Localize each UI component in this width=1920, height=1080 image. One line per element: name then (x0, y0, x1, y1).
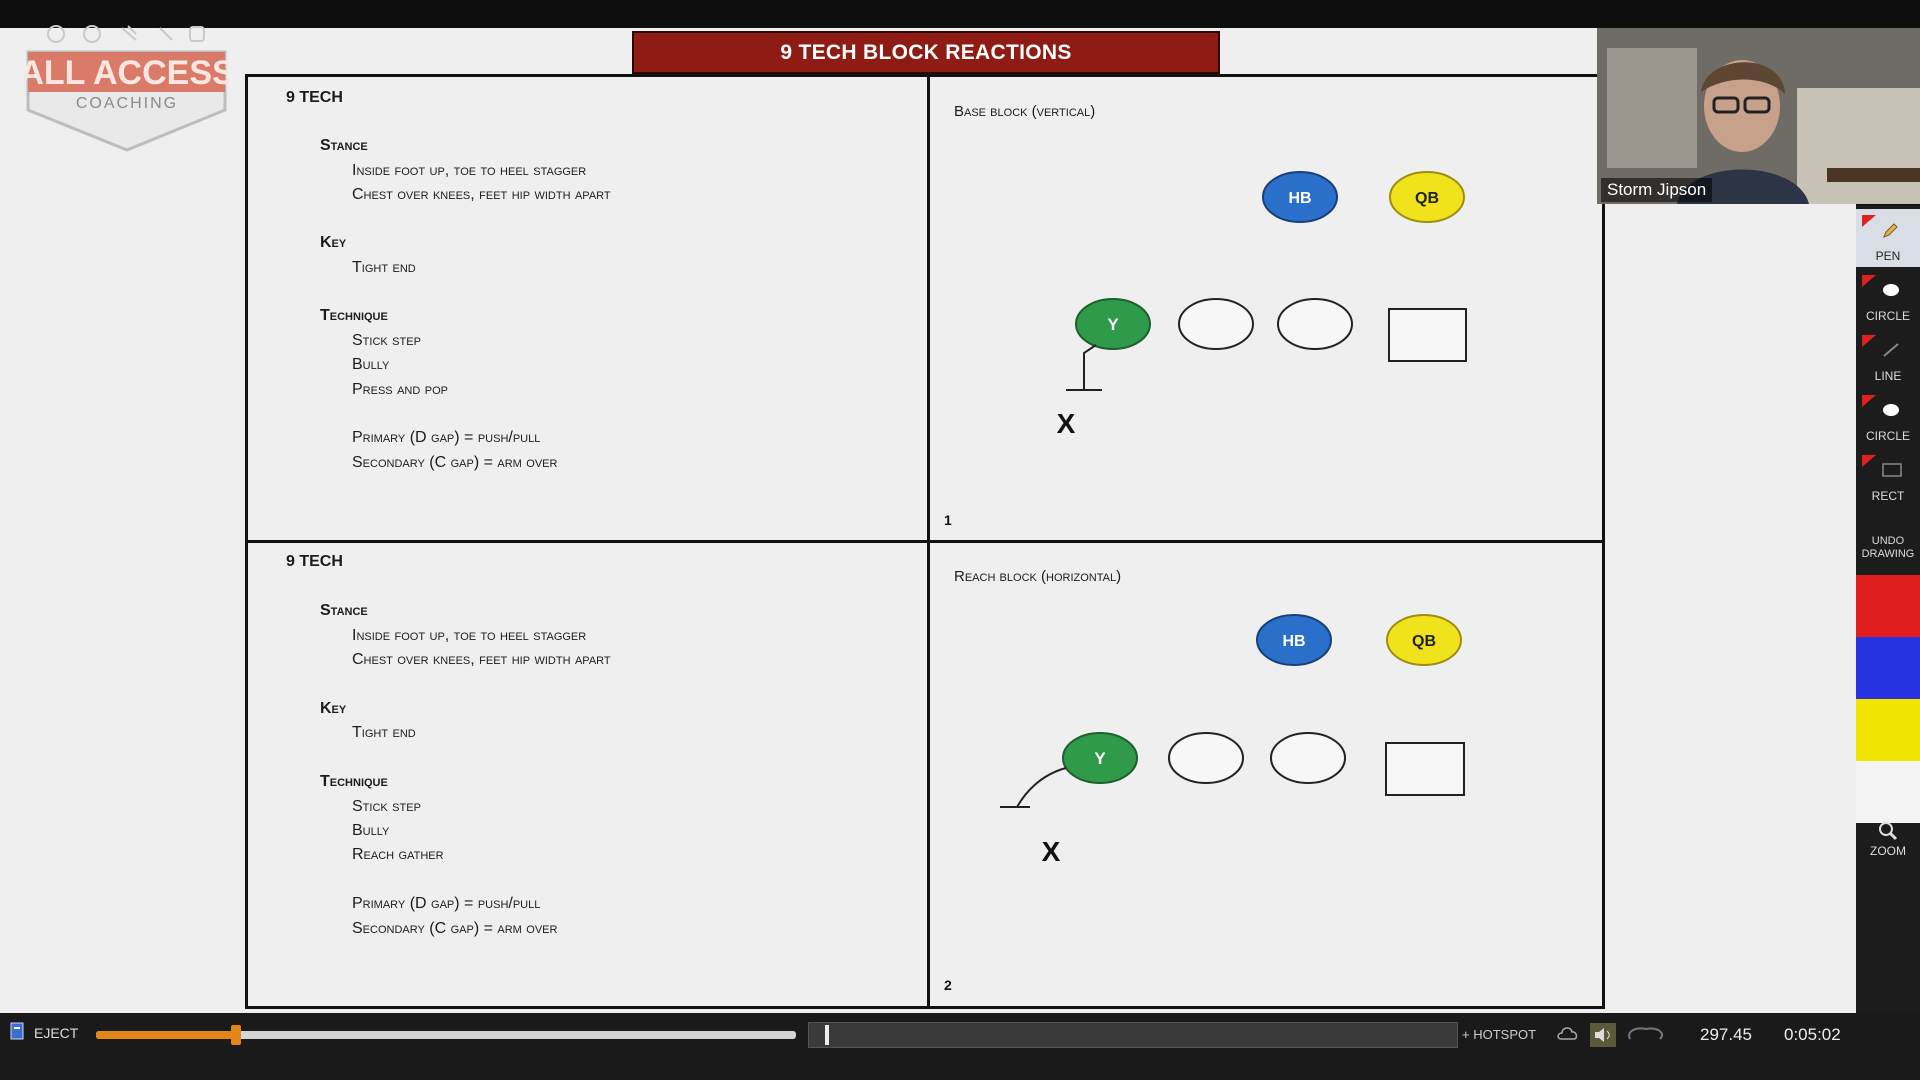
x-defender: X (1041, 836, 1061, 867)
timeline-scrubber[interactable] (808, 1022, 1458, 1048)
panel-heading: 9 TECH (286, 553, 343, 570)
key-line: Tight end (352, 724, 416, 741)
y-label: Y (1107, 315, 1119, 334)
circle-fill-tool[interactable] (1856, 269, 1920, 327)
zoom-icon (1856, 821, 1920, 844)
qb-label: QB (1415, 190, 1439, 207)
technique-line: Bully (352, 356, 390, 373)
x-defender: X (1056, 408, 1076, 439)
gap-line: Secondary (C gap) = arm over (352, 920, 558, 937)
undo-label: UNDO (1871, 535, 1905, 547)
gap-line: Primary (D gap) = push/pull (352, 429, 541, 446)
hb-label: HB (1288, 190, 1312, 207)
key-label: Key (320, 700, 347, 717)
undo-label: DRAWING (1861, 548, 1915, 560)
technique-line: Reach gather (352, 846, 444, 863)
webcam-feed (1597, 28, 1920, 204)
lineman-2 (1271, 733, 1345, 783)
progress-fill (96, 1031, 236, 1039)
pen-icon (1882, 223, 1898, 242)
logo-line1: ALL ACCESS (24, 54, 229, 92)
zoom-label: ZOOM (1870, 844, 1906, 858)
undo-drawing-button[interactable] (1856, 535, 1920, 573)
eject-button[interactable] (8, 1021, 78, 1044)
circle-fill-icon (1882, 283, 1900, 300)
circle-tool[interactable] (1856, 389, 1920, 447)
flag-icon (1862, 395, 1876, 407)
eject-label: EJECT (34, 1024, 79, 1041)
y-label: Y (1094, 749, 1106, 768)
tool-label: CIRCLE (1865, 309, 1910, 323)
technique-label: Technique (320, 307, 388, 324)
lineman-2 (1278, 299, 1352, 349)
tool-label: PEN (1875, 249, 1901, 263)
y-block-route (1017, 768, 1066, 807)
stance-line: Inside foot up, toe to heel stagger (352, 627, 587, 644)
diagram-title: Reach block (horizontal) (954, 568, 1122, 585)
duration-readout: 0:05:02 (1784, 1025, 1841, 1044)
cloud-icon[interactable] (1556, 1023, 1580, 1047)
gap-line: Primary (D gap) = push/pull (352, 895, 541, 912)
pen-tool[interactable] (1856, 209, 1920, 267)
technique-line: Stick step (352, 798, 421, 815)
technique-label: Technique (320, 773, 388, 790)
lineman-1 (1179, 299, 1253, 349)
slide-grid (245, 74, 1605, 1009)
tool-label: CIRCLE (1865, 429, 1910, 443)
key-label: Key (320, 234, 347, 251)
circle-icon (1882, 403, 1900, 420)
center-box (1389, 309, 1466, 361)
diagram-number: 1 (944, 512, 952, 528)
rect-tool[interactable] (1856, 449, 1920, 507)
center-box (1386, 743, 1464, 795)
diagram-title: Base block (vertical) (954, 103, 1096, 120)
text-panel-1 (248, 77, 927, 540)
diagram-panel-2 (930, 543, 1602, 1006)
color-swatch-blue[interactable] (1856, 637, 1920, 699)
top-bar (0, 0, 1920, 28)
stance-line: Inside foot up, toe to heel stagger (352, 162, 587, 179)
technique-line: Stick step (352, 332, 421, 349)
logo-line2: COACHING (75, 95, 179, 112)
drawing-toolbar (1856, 205, 1920, 1013)
diagram-panel-1 (930, 77, 1602, 540)
timecode-readout: 297.45 (1700, 1025, 1752, 1044)
participant-name: Storm Jipson (1601, 178, 1712, 202)
slide-title: 9 TECH BLOCK REACTIONS (632, 31, 1220, 74)
key-line: Tight end (352, 259, 416, 276)
flag-icon (1862, 455, 1876, 467)
line-tool[interactable] (1856, 329, 1920, 387)
eject-icon (8, 1021, 26, 1044)
lineman-1 (1169, 733, 1243, 783)
hotspot-button[interactable]: + HOTSPOT (1462, 1027, 1537, 1042)
text-panel-2 (248, 543, 927, 1006)
stance-label: Stance (320, 137, 368, 154)
flag-icon (1862, 275, 1876, 287)
technique-line: Bully (352, 822, 390, 839)
stance-line: Chest over knees, feet hip width apart (352, 186, 611, 203)
panel-heading: 9 TECH (286, 89, 343, 106)
diagram-number: 2 (944, 977, 952, 993)
tool-label: RECT (1871, 489, 1905, 503)
stance-label: Stance (320, 602, 368, 619)
line-icon (1882, 343, 1900, 360)
diagram-svg-2 (930, 543, 1602, 1006)
hb-label: HB (1282, 633, 1306, 650)
color-swatch-red[interactable] (1856, 575, 1920, 637)
flag-icon (1862, 215, 1876, 227)
flag-icon (1862, 335, 1876, 347)
timeline-cursor[interactable] (825, 1025, 829, 1045)
tool-label: LINE (1874, 369, 1902, 383)
y-block-route (1084, 345, 1096, 390)
volume-icon[interactable] (1590, 1023, 1616, 1047)
rect-icon (1882, 463, 1902, 480)
qb-label: QB (1412, 633, 1436, 650)
progress-slider[interactable] (96, 1031, 796, 1039)
zoom-button[interactable] (1856, 813, 1920, 873)
all-access-coaching-logo (24, 22, 229, 157)
progress-thumb[interactable] (231, 1025, 241, 1045)
technique-line: Press and pop (352, 381, 448, 398)
color-swatch-yellow[interactable] (1856, 699, 1920, 761)
gap-line: Secondary (C gap) = arm over (352, 454, 558, 471)
diagram-svg-1 (930, 77, 1602, 540)
loop-icon[interactable] (1624, 1023, 1668, 1047)
player-controls (0, 1013, 1920, 1080)
stance-line: Chest over knees, feet hip width apart (352, 651, 611, 668)
